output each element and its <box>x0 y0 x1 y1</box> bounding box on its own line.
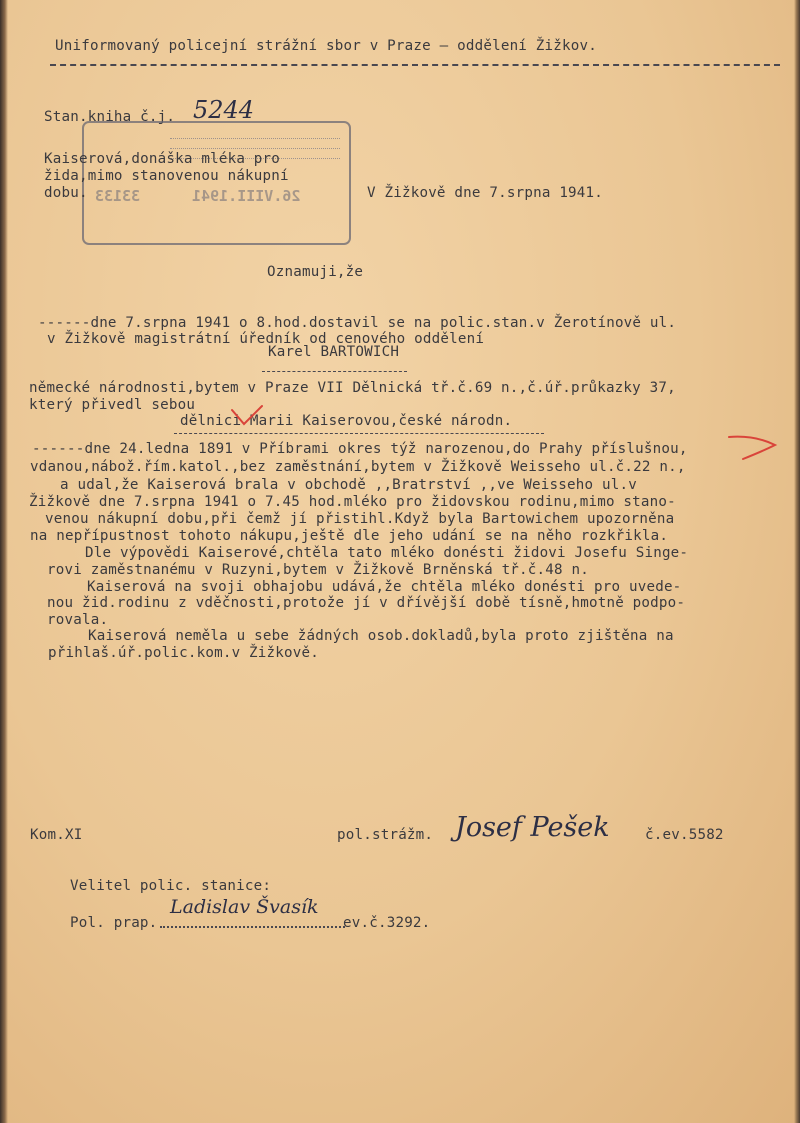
stamp-number: 33133 <box>95 187 141 205</box>
body-line: dělnici Marii Kaiserovou,české národn. <box>180 413 513 429</box>
body-line: který přivedl sebou <box>29 397 196 413</box>
reference-number: 5244 <box>193 96 255 124</box>
body-line: nou žid.rodinu z vděčnosti,protože jí v dřívější době tísně,hmotně podpo- <box>47 595 686 611</box>
body-line: přihlaš.úř.polic.kom.v Žižkově. <box>48 645 319 661</box>
guard-label: pol.strážm. <box>337 827 434 843</box>
commander-label: Velitel polic. stanice: <box>70 878 272 894</box>
reference-label: Stan.kniha č.j. <box>44 109 176 125</box>
subject-line: Kaiserová,donáška mléka pro <box>44 151 281 167</box>
signature-line <box>160 926 345 928</box>
red-pencil-mark <box>228 404 268 434</box>
body-line: na nepřípustnost tohoto nákupu,ještě dle jeho udání se na něho rozkřikla. <box>30 528 669 544</box>
rank-label: Pol. prap. <box>70 915 158 931</box>
body-line: Kaiserová na svoji obhajobu udává,že chtěla mléko donésti pro uvede- <box>87 579 682 595</box>
body-line: Dle výpovědi Kaiserové,chtěla tato mléko donésti židovi Josefu Singe- <box>85 545 689 561</box>
body-line: ------dne 24.ledna 1891 v Příbrami okres týž narozenou,do Prahy příslušnou, <box>32 441 688 457</box>
body-line: Žižkově dne 7.srpna 1941 o 7.45 hod.mléko pro židovskou rodinu,mimo stano- <box>29 494 676 510</box>
body-line: vdanou,nábož.řím.katol.,bez zaměstnání,bytem v Žižkově Weisseho ul.č.22 n., <box>30 459 686 475</box>
commander-signature: Ladislav Švasík <box>170 896 319 918</box>
body-line: v Žižkově magistrátní úředník od cenového oddělení <box>47 331 485 347</box>
body-line: rovala. <box>47 612 109 628</box>
stamp-line <box>170 138 340 146</box>
guard-signature: Josef Pešek <box>455 812 610 843</box>
scan-edge-right <box>794 0 800 1123</box>
red-pencil-mark <box>725 433 785 463</box>
kom-label: Kom.XI <box>30 827 83 843</box>
body-line: a udal,že Kaiserová brala v obchodě ,,Bratrství ,,ve Weisseho ul.v <box>60 477 637 493</box>
name-divider <box>262 371 407 372</box>
commander-ev-number: ev.č.3292. <box>343 915 431 931</box>
stamp-date: 26.VIII.1941 <box>192 187 301 205</box>
scan-edge-left <box>0 0 8 1123</box>
guard-ev-number: č.ev.5582 <box>645 827 724 843</box>
place-date: V Žižkově dne 7.srpna 1941. <box>367 185 604 201</box>
body-line: ------dne 7.srpna 1941 o 8.hod.dostavil se na polic.stan.v Žerotínově ul. <box>38 315 677 331</box>
red-tick-stroke <box>232 406 262 424</box>
body-line: německé národnosti,bytem v Praze VII Dělnická tř.č.69 n.,č.úř.průkazky 37, <box>29 380 676 396</box>
body-line: Kaiserová neměla u sebe žádných osob.dokladů,byla proto zjištěna na <box>88 628 674 644</box>
red-arrow-stroke <box>729 437 775 459</box>
person-name: Karel BARTOWICH <box>268 344 400 360</box>
body-line: rovi zaměstnanému v Ruzyni,bytem v Žižkově Brněnská tř.č.48 n. <box>47 562 589 578</box>
intro-heading: Oznamuji,že <box>267 264 364 280</box>
subject-line: dobu. <box>44 185 88 201</box>
header-divider <box>50 64 780 66</box>
subject-line: žida,mimo stanovenou nákupní <box>44 168 289 184</box>
header-title: Uniformovaný policejní strážní sbor v Praze – oddělení Žižkov. <box>55 38 597 54</box>
body-line: venou nákupní dobu,při čemž jí přistihl.Když byla Bartowichem upozorněna <box>45 511 675 527</box>
